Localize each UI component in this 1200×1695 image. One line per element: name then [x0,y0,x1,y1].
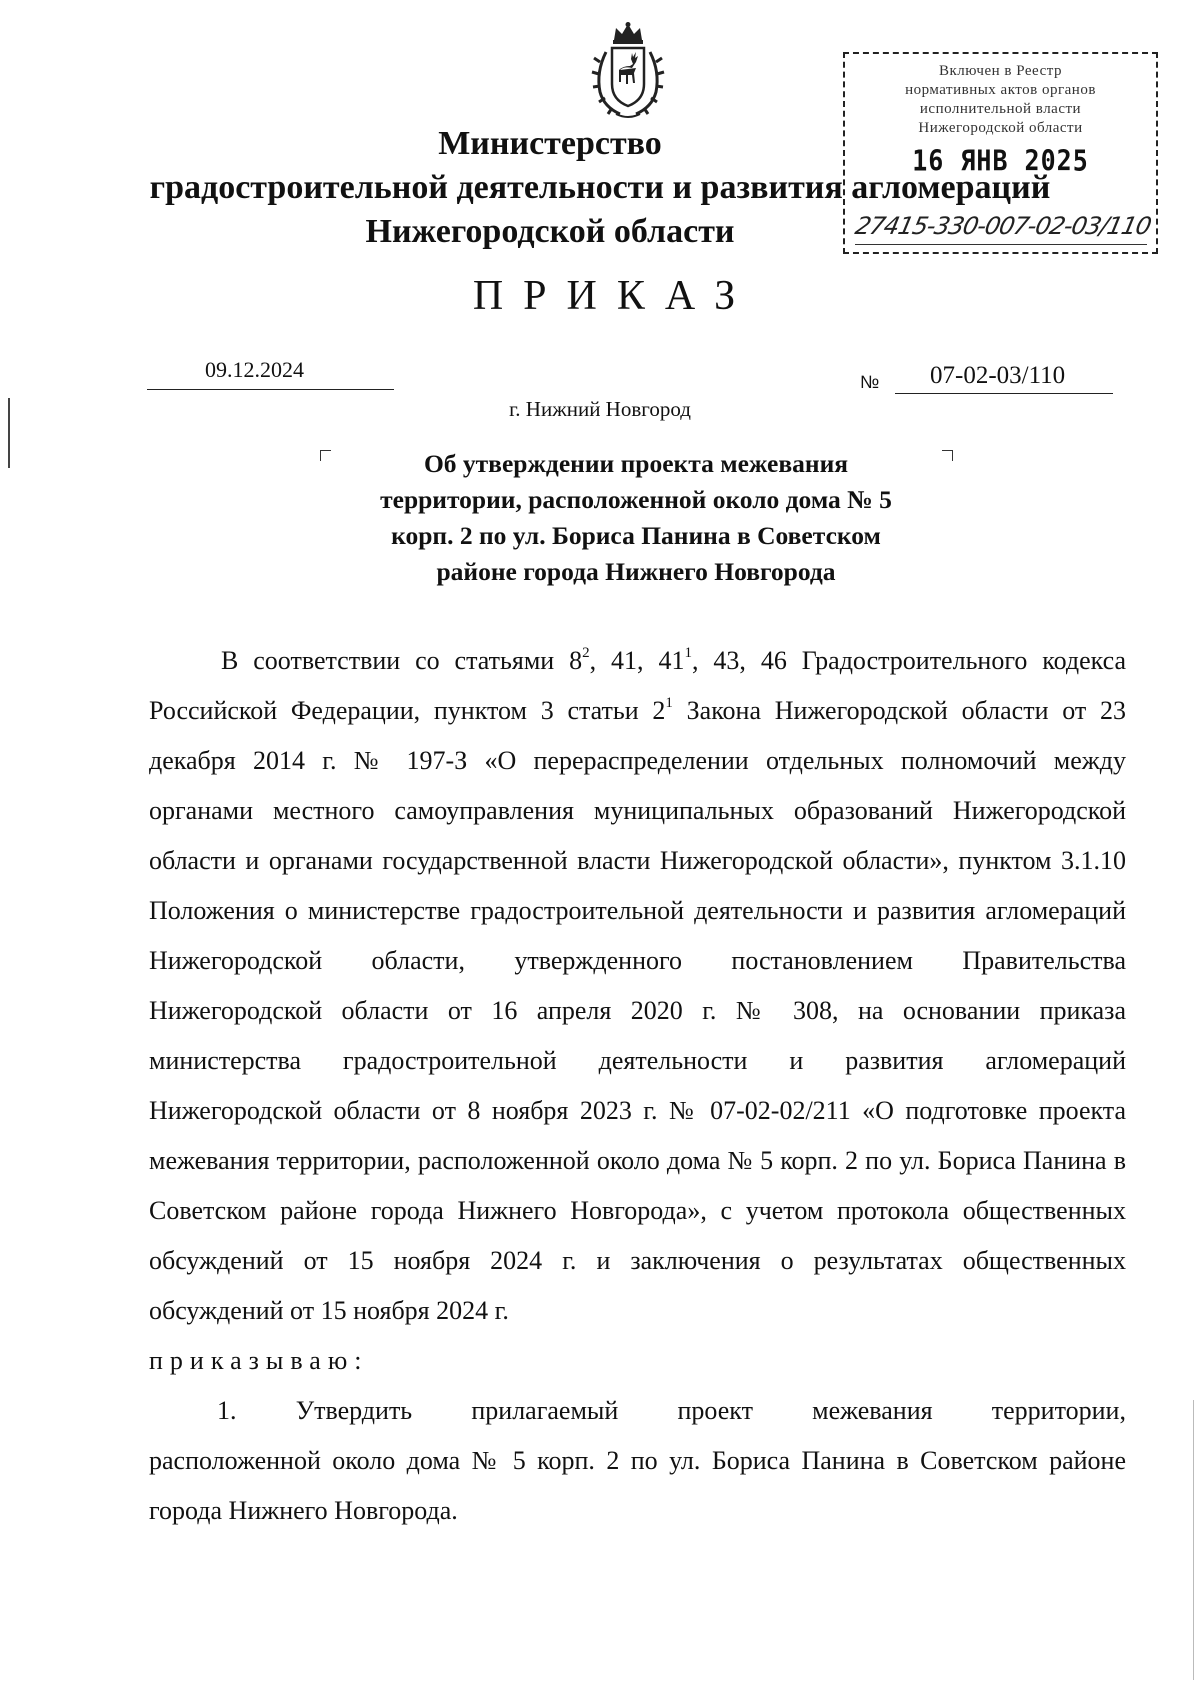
ministry-name-line3: Нижегородской области [365,213,735,250]
registry-stamp [843,52,1158,254]
preamble-paragraph [149,636,1126,1336]
coat-of-arms-icon [586,22,670,122]
document-title: ПРИКАЗ [472,273,756,319]
number-sign: № [860,372,880,392]
item-word: прилагаемый [471,1396,619,1425]
superscript: 1 [665,695,673,711]
scan-artifact-edge [1193,1400,1194,1680]
item-1-continuation: расположенной около дома № 5 корп. 2 по ул. Бориса Панина в Советском районе города Нижнего Новгорода. [149,1446,1126,1525]
date-underline [147,389,394,390]
item-word: проект [677,1396,753,1425]
stamp-line: Нижегородской области [918,120,1083,136]
subject-line: районе города Нижнего Новгорода [436,557,836,586]
superscript: 2 [582,645,590,661]
preamble-text: Закона Нижегородской области от 23 декабря 2014 г. № 197-З «О перераспределении отдельных полномочий между органами местного самоуправления муниципальных образований Нижегородской области и органами государственной власти Нижегородской области», пунктом 3.1.10 Положения о министерстве градостроительной деятельности и развития агломераций Нижегородской области, утвержденного постановлением Правительства Нижегородской области от 16 апреля 2020 г. № 308, на основании приказа министерства градостроительной деятельности и развития агломераций Нижегородской области от 8 ноября 2023 г. № 07-02-02/211 «О подготовке проекта межевания территории, расположенной около дома № 5 корп. 2 по ул. Бориса Панина в Советском районе города Нижнего Новгорода», с учетом протокола общественных обсуждений от 15 ноября 2024 г. и заключения о результатах общественных обсуждений от 15 ноября 2024 г. [149,696,1126,1325]
item-word: Утвердить [295,1396,413,1425]
item-number: 1. [217,1396,237,1425]
stamp-line: Включен в Реестр [939,63,1062,79]
item-1-first-line [149,1386,1126,1436]
document-city: г. Нижний Новгород [509,397,691,421]
document-date: 09.12.2024 [205,357,304,382]
preamble-text: , 41, 41 [589,646,685,675]
subject-line: корп. 2 по ул. Бориса Панина в Советском [391,521,881,550]
stamp-line: нормативных актов органов [905,82,1096,98]
superscript: 1 [684,645,692,661]
subject-line: территории, расположенной около дома № 5 [380,485,892,514]
subject-corner-right [942,450,953,461]
number-underline [895,393,1113,394]
order-keyword: приказываю: [149,1346,369,1375]
document-number: 07-02-03/110 [930,362,1066,389]
preamble-text: В соответствии со статьями 8 [221,646,583,675]
ministry-name-line2: градостроительной деятельности и развития агломераций [149,169,1051,206]
ministry-name-line1: Министерство [438,125,662,162]
stamp-reg-number: 27415-330-007-02-03/110 [852,212,1154,240]
item-word: территории, [991,1396,1126,1425]
stamp-underline [855,244,1147,245]
subject-line: Об утверждении проекта межевания [423,449,849,478]
stamp-date: 16 ЯНВ 2025 [912,143,1089,178]
document-subject [330,446,942,590]
stamp-line: исполнительной власти [919,101,1082,117]
item-word: межевания [812,1396,933,1425]
document-body [149,636,1126,1536]
stamp-text [845,62,1156,138]
preamble-text: , 43, 46 Градостроительного кодекса Российской Федерации, пунктом 3 статьи 2 [149,646,1126,725]
